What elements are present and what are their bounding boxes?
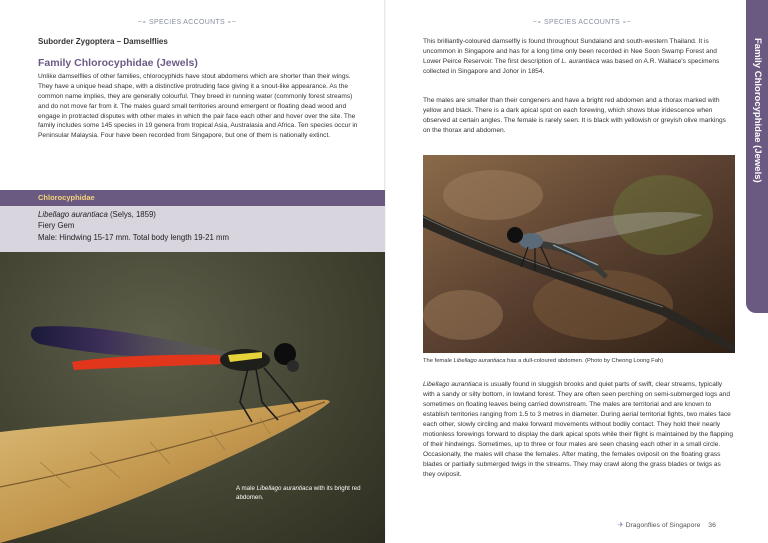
- distribution-text-b: was based on A.R. Wallace's specimens collected in Singapore and Johor in 1854.: [423, 57, 720, 75]
- caption-suffix: with its bright red abdomen.: [236, 485, 361, 501]
- caption-suffix-r: has a dull-coloured abdomen. (Photo by Cheong Loong Fah): [505, 358, 664, 364]
- page-footer: [618, 521, 716, 529]
- species-info-box: [0, 190, 385, 252]
- species-common-name: Fiery Gem: [38, 221, 75, 231]
- caption-species: Libellago aurantiaca: [256, 485, 313, 492]
- female-photo-caption: [423, 358, 735, 364]
- left-running-header: ~∘ SPECIES ACCOUNTS ∘~: [137, 19, 237, 26]
- male-photo-caption: [236, 485, 376, 502]
- distribution-text-a: This brilliantly-coloured damselfly is found throughout Sundaland and south-western Thailand. It is uncommon in Singapore and has for a long time only been recorded in Nee Soon Swamp Forest and Lower Peirce Reservoir. The first description of: [423, 38, 717, 65]
- dragonfly-icon: ✈: [618, 522, 624, 529]
- caption-prefix: A male: [236, 485, 257, 492]
- distribution-species: L. aurantiaca: [561, 57, 600, 65]
- page-number: 36: [708, 522, 716, 529]
- species-name-line: [38, 209, 385, 220]
- behaviour-text: is usually found in sluggish brooks and quiet parts of swift, clear streams, typically with a sandy or silty bottom, in lowland forest. They are often seen perching on semi-submerged logs and sometimes on floating leaves being carried downstream. The males are territorial and are known to establish territories ranging from 1.5 to 3 metres in diameter. During aerial territorial fights, two males face each other, slowly circling and make forward movements without bodily contact. They hold their nearly motionless forewings forward to display the dark apical spots while their flight is maintained by the flapping of their hindwings. Sometimes, up to three or four males are seen chasing each other in a small circle. Occasionally, the males will chase the females. After mating, the females oviposit on the floating grass blades or partially submerged twigs in the streams. They may crawl along the grass blades or twigs as they oviposit.: [423, 381, 734, 479]
- family-intro-text: Unlike damselflies of other families, chlorocyphids have stout abdomens which are shorter than their wings. They have a unique head shape, with a distinctive protruding face giving it a snout-like appearance. As the common name implies, they are generally colourful. They breed in running water (commonly forest streams) and do not move far from it. The males guard small territories around emergent or floating dead wood and engage in protracted disputes with other males in which the pair face each other and hover over the site. The family includes some 145 species in 19 genera from tropical Asia, Australasia and Africa. Ten species occur in Peninsular Malaysia. Four have been recorded from Singapore, but one of them is nationally extinct.: [38, 73, 358, 140]
- female-damselfly-illustration: [423, 155, 735, 353]
- book-title: Dragonflies of Singapore: [625, 522, 701, 529]
- distribution-paragraph: [423, 37, 735, 77]
- species-author: (Selys, 1859): [107, 210, 156, 219]
- species-scientific-name: Libellago aurantiaca: [38, 210, 108, 219]
- female-damselfly-photo: [423, 155, 735, 353]
- side-tab-label: Family Chlorocyphidae (Jewels): [752, 38, 763, 183]
- caption-prefix-r: The female: [423, 358, 454, 364]
- behaviour-species: Libellago aurantiaca: [423, 381, 483, 388]
- right-running-header: ~∘ SPECIES ACCOUNTS ∘~: [532, 19, 632, 26]
- family-title: Family Chlorocyphidae (Jewels): [38, 57, 198, 69]
- suborder-heading: Suborder Zygoptera – Damselflies: [38, 37, 168, 46]
- description-paragraph: The males are smaller than their congeners and have a bright red abdomen and a thorax marked with yellow and black. There is a dark apical spot on each forewing, which shows blue iridescence when observed at certain angles. The female is rarely seen. It is black with yellowish or greyish olive markings on the thorax and abdomen.: [423, 97, 726, 134]
- species-family-label: Chlorocyphidae: [0, 190, 385, 206]
- species-details: [0, 206, 385, 252]
- species-measurements: Male: Hindwing 15-17 mm. Total body length 19-21 mm: [38, 232, 229, 242]
- caption-species-r: Libellago aurantiaca: [453, 358, 506, 364]
- behaviour-paragraph: [423, 380, 735, 480]
